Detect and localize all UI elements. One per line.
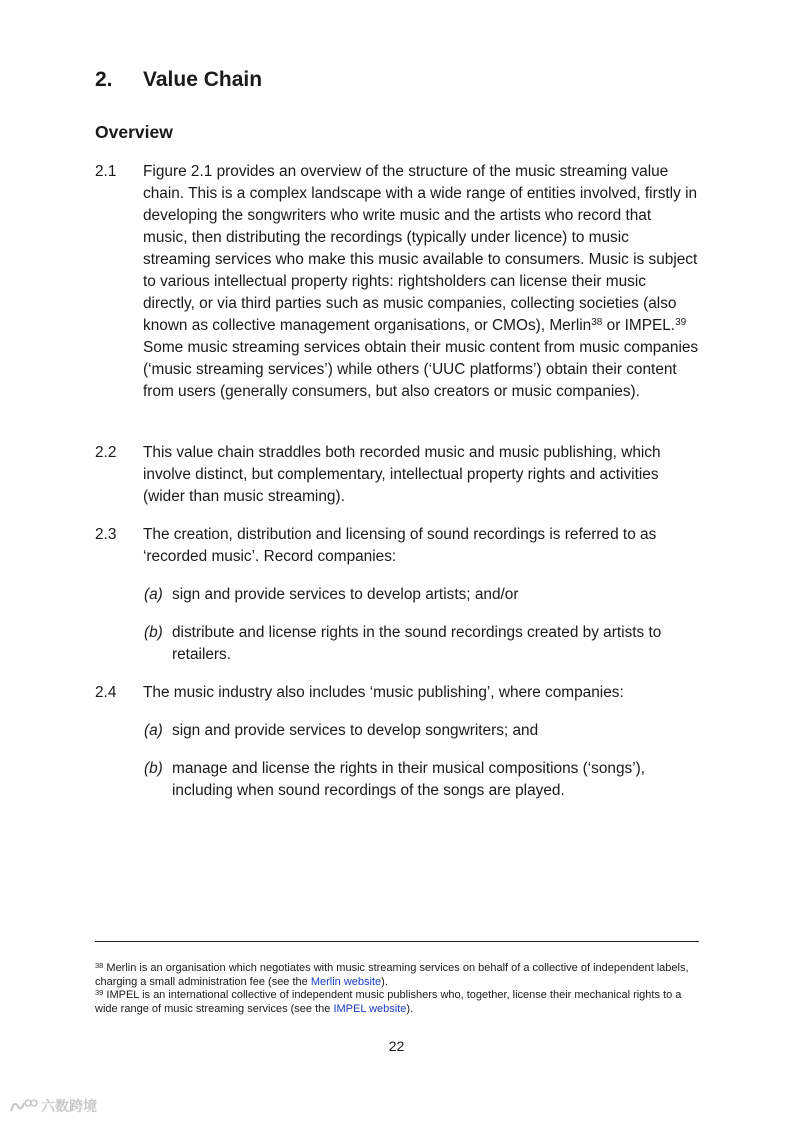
footnote-ref-39[interactable]: 39: [675, 317, 687, 328]
list-item-text: distribute and license rights in the sound recordings created by artists to retailers.: [172, 624, 662, 663]
paragraph-text: This value chain straddles both recorded music and music publishing, which involve distinct, but complementary, intellectual property rights and activities (wider than music streaming).: [143, 444, 661, 505]
paragraph-number: 2.1: [95, 163, 117, 180]
list-item: [144, 758, 704, 802]
paragraph-text-part1: Figure 2.1 provides an overview of the structure of the music streaming value chain. This is a complex landscape with a wide range of entities involved, firstly in developing the songwriters who write music and the artists who record that music, then distributing the recordings (typically under licence) to music streaming services who make this music available to consumers. Music is subject to various intellectual property rights: rightsholders can license their music directly, or via third parties such as music companies, collecting societies (also known as collective management organisations, or CMOs), Merlin: [143, 163, 698, 334]
watermark-text: 六数跨境: [41, 1098, 97, 1114]
paragraph-text: The music industry also includes ‘music publishing’, where companies:: [143, 684, 624, 701]
footnote-text-end: ).: [381, 975, 388, 988]
footnote-text: IMPEL is an international collective of independent music publishers who, together, license their mechanical rights to a wide range of music streaming services (see the: [95, 989, 682, 1015]
list-item-text: sign and provide services to develop songwriters; and: [172, 722, 539, 739]
section-heading: [95, 68, 262, 92]
list-item-label: (b): [144, 760, 163, 777]
paragraph-number: 2.3: [95, 526, 117, 543]
section-number: 2.: [95, 68, 113, 91]
paragraph-2-4: [95, 682, 699, 704]
paragraph-2-2: [95, 442, 699, 508]
list-item: [144, 622, 704, 666]
paragraph-text-part2: or IMPEL.: [602, 317, 676, 334]
footnote-text-end: ).: [406, 1002, 414, 1015]
footnote-separator: [95, 941, 699, 942]
paragraph-2-3: [95, 524, 699, 568]
paragraph-number: 2.4: [95, 684, 117, 701]
page-number: 22: [388, 1038, 405, 1054]
list-item: [144, 584, 704, 606]
list-item-text: manage and license the rights in their musical compositions (‘songs’), including when sound recordings of the songs are played.: [172, 760, 646, 799]
paragraph-text: [143, 161, 699, 403]
paragraph-text-part3: Some music streaming services obtain their music content from music companies (‘music streaming services’) while others (‘UUC platforms’) obtain their content from users (generally consumers, but also creators or music companies).: [143, 339, 699, 400]
impel-website-link[interactable]: IMPEL website: [333, 1002, 407, 1015]
paragraph-2-1: [95, 161, 699, 403]
list-item: [144, 720, 704, 742]
paragraph-number: 2.2: [95, 444, 117, 461]
list-item-label: (a): [144, 586, 163, 603]
footnote-38: [95, 962, 699, 989]
list-item-label: (a): [144, 722, 163, 739]
footnote-text: Merlin is an organisation which negotiates with music streaming services on behalf of a collective of independent labels, charging a small administration fee (see the: [95, 962, 689, 988]
subheading-overview: Overview: [95, 122, 173, 142]
footnote-number: 39: [95, 988, 104, 997]
list-item-label: (b): [144, 624, 163, 641]
section-title: Value Chain: [143, 68, 263, 91]
merlin-website-link[interactable]: Merlin website: [310, 975, 382, 988]
footnote-ref-38[interactable]: 38: [591, 317, 603, 328]
paragraph-text: The creation, distribution and licensing of sound recordings is referred to as ‘recorded music’. Record companies:: [143, 526, 657, 565]
footnote-39: [95, 989, 699, 1016]
list-item-text: sign and provide services to develop artists; and/or: [172, 586, 519, 603]
footnote-number: 38: [95, 961, 104, 970]
watermark: [8, 1096, 97, 1116]
watermark-logo-icon: [8, 1097, 38, 1115]
